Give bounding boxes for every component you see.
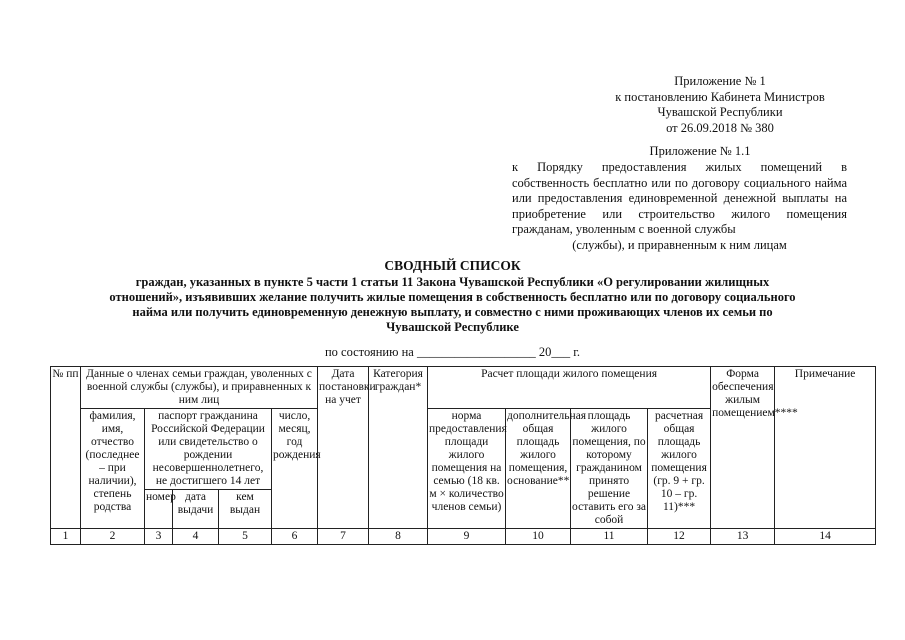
header-note: Примечание: [775, 367, 876, 529]
column-number: 2: [81, 529, 145, 545]
column-number: 7: [318, 529, 369, 545]
header-birth-date: число, месяц, год рождения: [272, 409, 318, 529]
column-number-row: [51, 529, 876, 545]
column-number: 4: [173, 529, 219, 545]
column-number: 5: [219, 529, 272, 545]
header-category: Категория граждан*: [369, 367, 428, 529]
appendix-1-line3: Чувашской Республики: [657, 105, 783, 119]
column-number: 10: [506, 529, 571, 545]
header-norm-area: норма предоставления площади жилого помещения на семью (18 кв. м × количество членов семьи): [428, 409, 506, 529]
header-housing-form: Форма обеспечения жилым помещением****: [711, 367, 775, 529]
appendix-1-block: [590, 74, 850, 136]
column-number: 14: [775, 529, 876, 545]
header-issued-by: кем выдан: [219, 490, 272, 529]
summary-table: [50, 366, 876, 545]
header-issue-date: дата выдачи: [173, 490, 219, 529]
appendix-1-line1: Приложение № 1: [674, 74, 766, 88]
column-number: 3: [145, 529, 173, 545]
appendix-1-1-title: Приложение № 1.1: [649, 144, 751, 158]
header-owned-area: площадь жилого помещения, по которому гражданином принято решение оставить его за собой: [571, 409, 648, 529]
column-number: 6: [272, 529, 318, 545]
column-number: 12: [648, 529, 711, 545]
column-number: 11: [571, 529, 648, 545]
header-number: № пп: [51, 367, 81, 529]
header-area-calculation: Расчет площади жилого помещения: [428, 367, 711, 409]
column-number: 9: [428, 529, 506, 545]
appendix-1-1-text: к Порядку предоставления жилых помещений в собственность бесплатно или по договору социального найма или предоставления единовременной денежной выплаты на приобретение или строительство жилого помещения гражданам, уволенным с военной службы: [512, 160, 847, 237]
header-calc-area: расчетная общая площадь жилого помещения (гр. 9 + гр. 10 – гр. 11)***: [648, 409, 711, 529]
header-passport: паспорт гражданина Российской Федерации или свидетельство о рождении несовершеннолетнего, не достигшего 14 лет: [145, 409, 272, 490]
header-full-name: фамилия, имя, отчество (последнее – при наличии), степень родства: [81, 409, 145, 529]
header-registration-date: Дата постановки на учет: [318, 367, 369, 529]
appendix-1-line2: к постановлению Кабинета Министров: [615, 89, 825, 104]
column-number: 1: [51, 529, 81, 545]
appendix-1-line4: от 26.09.2018 № 380: [666, 120, 774, 135]
header-doc-number: номер: [145, 490, 173, 529]
header-extra-area: дополнительная общая площадь жилого помещения, основание**: [506, 409, 571, 529]
appendix-1-1-text-last: (службы), и приравненным к ним лицам: [572, 237, 787, 252]
document-title: СВОДНЫЙ СПИСОК: [384, 258, 521, 273]
column-number: 8: [369, 529, 428, 545]
document-subtitle: граждан, указанных в пункте 5 части 1 статьи 11 Закона Чувашской Республики «О регулировании жилищных отношений», изъявивших желание получить жилые помещения в собственность бесплатно или по договору социального найма или получить единовременную денежную выплату, и совместно с ними проживающих членов их семьи по Чувашской Республике: [109, 275, 796, 334]
column-number: 13: [711, 529, 775, 545]
header-family-data: Данные о членах семьи граждан, уволенных с военной службы (службы), и приравненных к ним лиц: [81, 367, 318, 409]
as-of-date-line: по состоянию на ___________________ 20___ г.: [324, 345, 581, 359]
appendix-1-1-body: [512, 160, 847, 254]
